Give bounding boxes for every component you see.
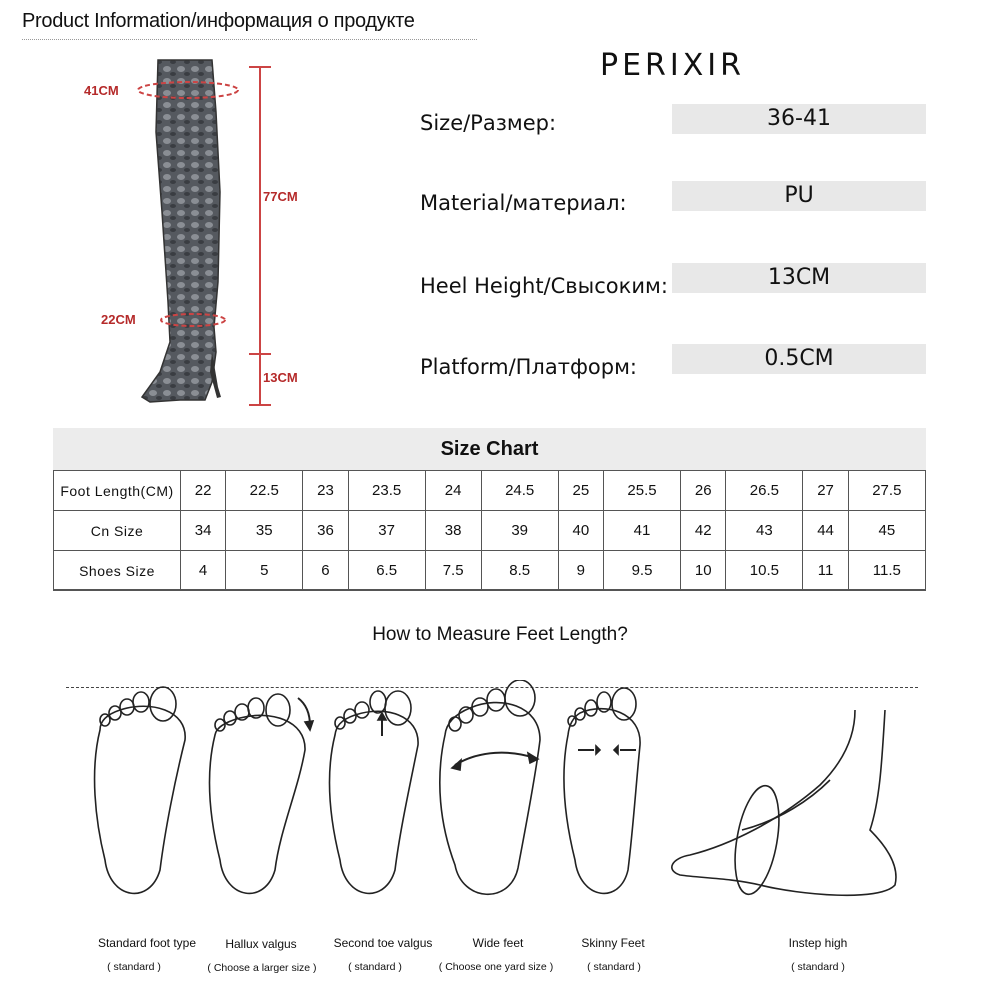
table-cell: 8.5 <box>481 551 558 591</box>
table-cell: 45 <box>848 511 925 551</box>
spec-material-value: PU <box>672 181 926 211</box>
size-chart-table <box>53 470 926 591</box>
ankle-circumference-label: 22CM <box>101 312 136 327</box>
table-cell: 23.5 <box>348 471 425 511</box>
spec-heel-value: 13CM <box>672 263 926 293</box>
second-toe-valgus-foot-icon <box>330 691 419 893</box>
ankle-circumference-marker <box>155 308 235 332</box>
foot-sub-second-toe: ( standard ) <box>348 961 402 973</box>
standard-foot-icon <box>95 687 186 893</box>
hallux-valgus-foot-icon <box>210 694 313 893</box>
table-cell: 24 <box>425 471 481 511</box>
table-cell: 24.5 <box>481 471 558 511</box>
table-cell: 4 <box>181 551 226 591</box>
spec-platform-value: 0.5CM <box>672 344 926 374</box>
table-cell: 9 <box>558 551 603 591</box>
table-row <box>54 471 926 511</box>
table-cell: 9.5 <box>603 551 680 591</box>
spec-size-label: Size/Размер: <box>420 111 557 135</box>
foot-label-instep: Instep high <box>788 936 848 950</box>
table-cell: 6.5 <box>348 551 425 591</box>
table-cell: 41 <box>603 511 680 551</box>
table-row <box>54 511 926 551</box>
row-header: Shoes Size <box>54 551 181 591</box>
table-cell: 37 <box>348 511 425 551</box>
instep-high-foot-icon <box>672 710 896 898</box>
table-cell: 25.5 <box>603 471 680 511</box>
brand-name: PERIXIR <box>600 48 745 83</box>
feet-illustrations <box>0 680 1000 930</box>
table-cell: 22.5 <box>226 471 303 511</box>
measure-title: How to Measure Feet Length? <box>372 624 628 645</box>
table-cell: 26.5 <box>726 471 803 511</box>
heel-height-label: 13CM <box>263 370 298 385</box>
foot-sub-skinny: ( standard ) <box>587 961 641 973</box>
table-cell: 6 <box>303 551 348 591</box>
top-circumference-label: 41CM <box>84 83 119 98</box>
heel-dimension-cap-bottom <box>249 404 271 406</box>
boot-image <box>120 52 320 412</box>
table-cell: 27 <box>803 471 848 511</box>
table-cell: 5 <box>226 551 303 591</box>
table-cell: 10 <box>681 551 726 591</box>
spec-size-value: 36-41 <box>672 104 926 134</box>
header-divider <box>22 39 477 40</box>
table-cell: 27.5 <box>848 471 925 511</box>
foot-label-hallux: Hallux valgus <box>225 937 297 951</box>
table-row <box>54 551 926 591</box>
product-info-title: Product Information/информация о продукте <box>22 10 415 32</box>
table-cell: 22 <box>181 471 226 511</box>
foot-label-standard: Standard foot type <box>97 936 197 950</box>
table-cell: 40 <box>558 511 603 551</box>
row-header: Cn Size <box>54 511 181 551</box>
table-cell: 11.5 <box>848 551 925 591</box>
table-cell: 44 <box>803 511 848 551</box>
height-dimension-cap-top <box>249 66 271 68</box>
top-circumference-marker <box>130 75 250 105</box>
spec-platform-label: Platform/Платформ: <box>420 355 638 379</box>
table-cell: 7.5 <box>425 551 481 591</box>
size-chart-title: Size Chart <box>53 428 926 471</box>
foot-label-wide: Wide feet <box>472 936 524 950</box>
table-cell: 10.5 <box>726 551 803 591</box>
foot-sub-standard: ( standard ) <box>107 961 161 973</box>
table-cell: 26 <box>681 471 726 511</box>
row-header: Foot Length(CM) <box>54 471 181 511</box>
foot-sub-hallux: ( Choose a larger size ) <box>207 962 317 974</box>
table-cell: 36 <box>303 511 348 551</box>
boot-height-label: 77CM <box>263 189 298 204</box>
table-cell: 35 <box>226 511 303 551</box>
spec-material-label: Material/материал: <box>420 191 627 215</box>
skinny-feet-foot-icon <box>564 688 640 893</box>
spec-heel-label: Heel Height/Свысоким: <box>420 274 668 298</box>
foot-sub-wide: ( Choose one yard size ) <box>438 961 554 973</box>
wide-feet-foot-icon <box>440 680 540 894</box>
foot-sub-instep: ( standard ) <box>791 961 845 973</box>
table-cell: 38 <box>425 511 481 551</box>
height-dimension-line <box>259 66 261 354</box>
table-cell: 43 <box>726 511 803 551</box>
table-cell: 25 <box>558 471 603 511</box>
table-cell: 39 <box>481 511 558 551</box>
foot-label-skinny: Skinny Feet <box>581 936 645 950</box>
table-cell: 23 <box>303 471 348 511</box>
foot-label-second-toe: Second toe valgus <box>333 936 433 950</box>
table-cell: 11 <box>803 551 848 591</box>
heel-dimension-line <box>259 355 261 405</box>
table-cell: 42 <box>681 511 726 551</box>
table-cell: 34 <box>181 511 226 551</box>
